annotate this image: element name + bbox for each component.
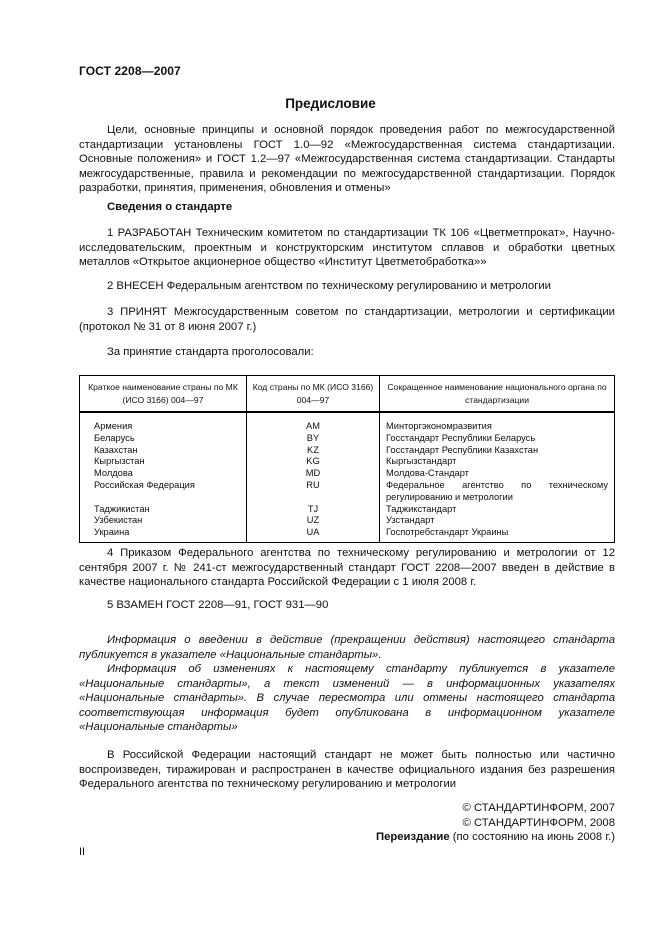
national-body: Минторгэкономразвития [380, 412, 615, 433]
national-body: Госпотребстандарт Украины [380, 527, 615, 542]
publication-info-2: Информация об изменениях к настоящему стандарту публикуется в указателе «Национальные стандарты», а текст изменений — в информационных указателях «Национальные стандарты». В случае пересмотра или отмены настоящего стандарта соответствующая информация будет опубликована в информационном указателе «Национальные стандарты» [79, 663, 615, 733]
section-heading: Сведения о стандарте [107, 201, 233, 213]
copyright-2008: © СТАНДАРТИНФОРМ, 2008 [462, 816, 615, 829]
country-code: KG [247, 456, 380, 468]
national-body: Госстандарт Республики Беларусь [380, 433, 615, 445]
country-name: Российская Федерация [80, 480, 247, 504]
country-name: Армения [80, 412, 247, 433]
header-code: Код страны по МК (ИСО 3166) 004—97 [247, 376, 380, 413]
item-1-text: 1 РАЗРАБОТАН Техническим комитетом по стандартизации ТК 106 «Цветметпрокат», Научно-исследовательским, проектным и конструкторским институтом сплавов и обработки цветных металлов «Открытое акционерное общество «Институт Цветметобработка»» [79, 227, 615, 268]
country-code: MD [247, 468, 380, 480]
item-5 [79, 598, 615, 613]
intro-text: Цели, основные принципы и основной порядок проведения работ по межгосударственной стандартизации установлены ГОСТ 1.0—92 «Межгосударственная система стандартизации. Основные положения» и ГОСТ 1.2—97 «Межгосударственная система стандартизации. Стандарты межгосударственные, правила и рекомендации по межгосударственной стандартизации. Порядок разработки, принятия, применения, обновления и отмены» [79, 124, 615, 194]
national-body: Таджикстандарт [380, 504, 615, 516]
item-2-text: 2 ВНЕСЕН Федеральным агентством по техническому регулированию и метрологии [107, 280, 551, 292]
table-row [80, 480, 615, 504]
item-5-text: 5 ВЗАМЕН ГОСТ 2208—91, ГОСТ 931—90 [107, 599, 329, 611]
vote-intro [79, 345, 615, 360]
header-org: Сокращенное наименование национального органа по стандартизации [380, 376, 615, 413]
country-name: Кыргызстан [80, 456, 247, 468]
country-code: BY [247, 433, 380, 445]
item-4 [79, 546, 615, 590]
copyright-block [376, 801, 615, 845]
country-name: Таджикистан [80, 504, 247, 516]
intro-paragraph [79, 123, 615, 196]
table-row [80, 527, 615, 542]
table-row [80, 412, 615, 433]
item-4-text: 4 Приказом Федерального агентства по техническому регулированию и метрологии от 12 сентября 2007 г. № 241-ст межгосударственный стандарт ГОСТ 2208—2007 введен в действие в качестве национального стандарта Российской Федерации с 1 июля 2008 г. [79, 547, 615, 588]
reissue-note: (по состоянию на июнь 2008 г.) [449, 831, 615, 843]
national-body: Молдова-Стандарт [380, 468, 615, 480]
country-code: TJ [247, 504, 380, 516]
table-row [80, 445, 615, 457]
vote-intro-text: За принятие стандарта проголосовали: [107, 346, 314, 358]
country-code: KZ [247, 445, 380, 457]
country-code: UA [247, 527, 380, 542]
country-name: Украина [80, 527, 247, 542]
item-1 [79, 226, 615, 270]
publication-info-1: Информация о введении в действие (прекращении действия) настоящего стандарта публикуется в указателе «Национальные стандарты». [79, 634, 615, 661]
page-title: Предисловие [285, 96, 376, 111]
reissue-label: Переиздание [375, 831, 450, 843]
item-3 [79, 305, 615, 334]
national-body: Узстандарт [380, 515, 615, 527]
table-row [80, 468, 615, 480]
country-code: AM [247, 412, 380, 433]
legal-notice [79, 748, 615, 792]
country-code: RU [247, 480, 380, 504]
publication-info [79, 633, 615, 735]
legal-notice-text: В Российской Федерации настоящий стандарт не может быть полностью или частично воспроизведен, тиражирован и распространен в качестве официального издания без разрешения Федерального агентства по техническому регулированию и метрологии [79, 749, 615, 790]
country-name: Беларусь [80, 433, 247, 445]
item-3-text: 3 ПРИНЯТ Межгосударственным советом по стандартизации, метрологии и сертификации (протокол № 31 от 8 июня 2007 г.) [79, 306, 615, 333]
table-row [80, 504, 615, 516]
copyright-2007: © СТАНДАРТИНФОРМ, 2007 [462, 802, 615, 814]
reissue-line [376, 830, 615, 845]
country-name: Казахстан [80, 445, 247, 457]
table-row [80, 456, 615, 468]
header-country: Краткое наименование страны по МК (ИСО 3166) 004—97 [80, 376, 247, 413]
national-body: Кыргызстандарт [380, 456, 615, 468]
page-number: II [79, 846, 86, 858]
table-row [80, 433, 615, 445]
table-row [80, 515, 615, 527]
country-name: Молдова [80, 468, 247, 480]
item-2 [79, 279, 615, 294]
table-header-row [80, 376, 615, 413]
country-name: Узбекистан [80, 515, 247, 527]
voting-states-table [79, 375, 615, 543]
document-code: ГОСТ 2208—2007 [79, 64, 181, 78]
country-code: UZ [247, 515, 380, 527]
national-body: Федеральное агентство по техническому регулированию и метрологии [380, 480, 615, 504]
national-body: Госстандарт Республики Казахстан [380, 445, 615, 457]
